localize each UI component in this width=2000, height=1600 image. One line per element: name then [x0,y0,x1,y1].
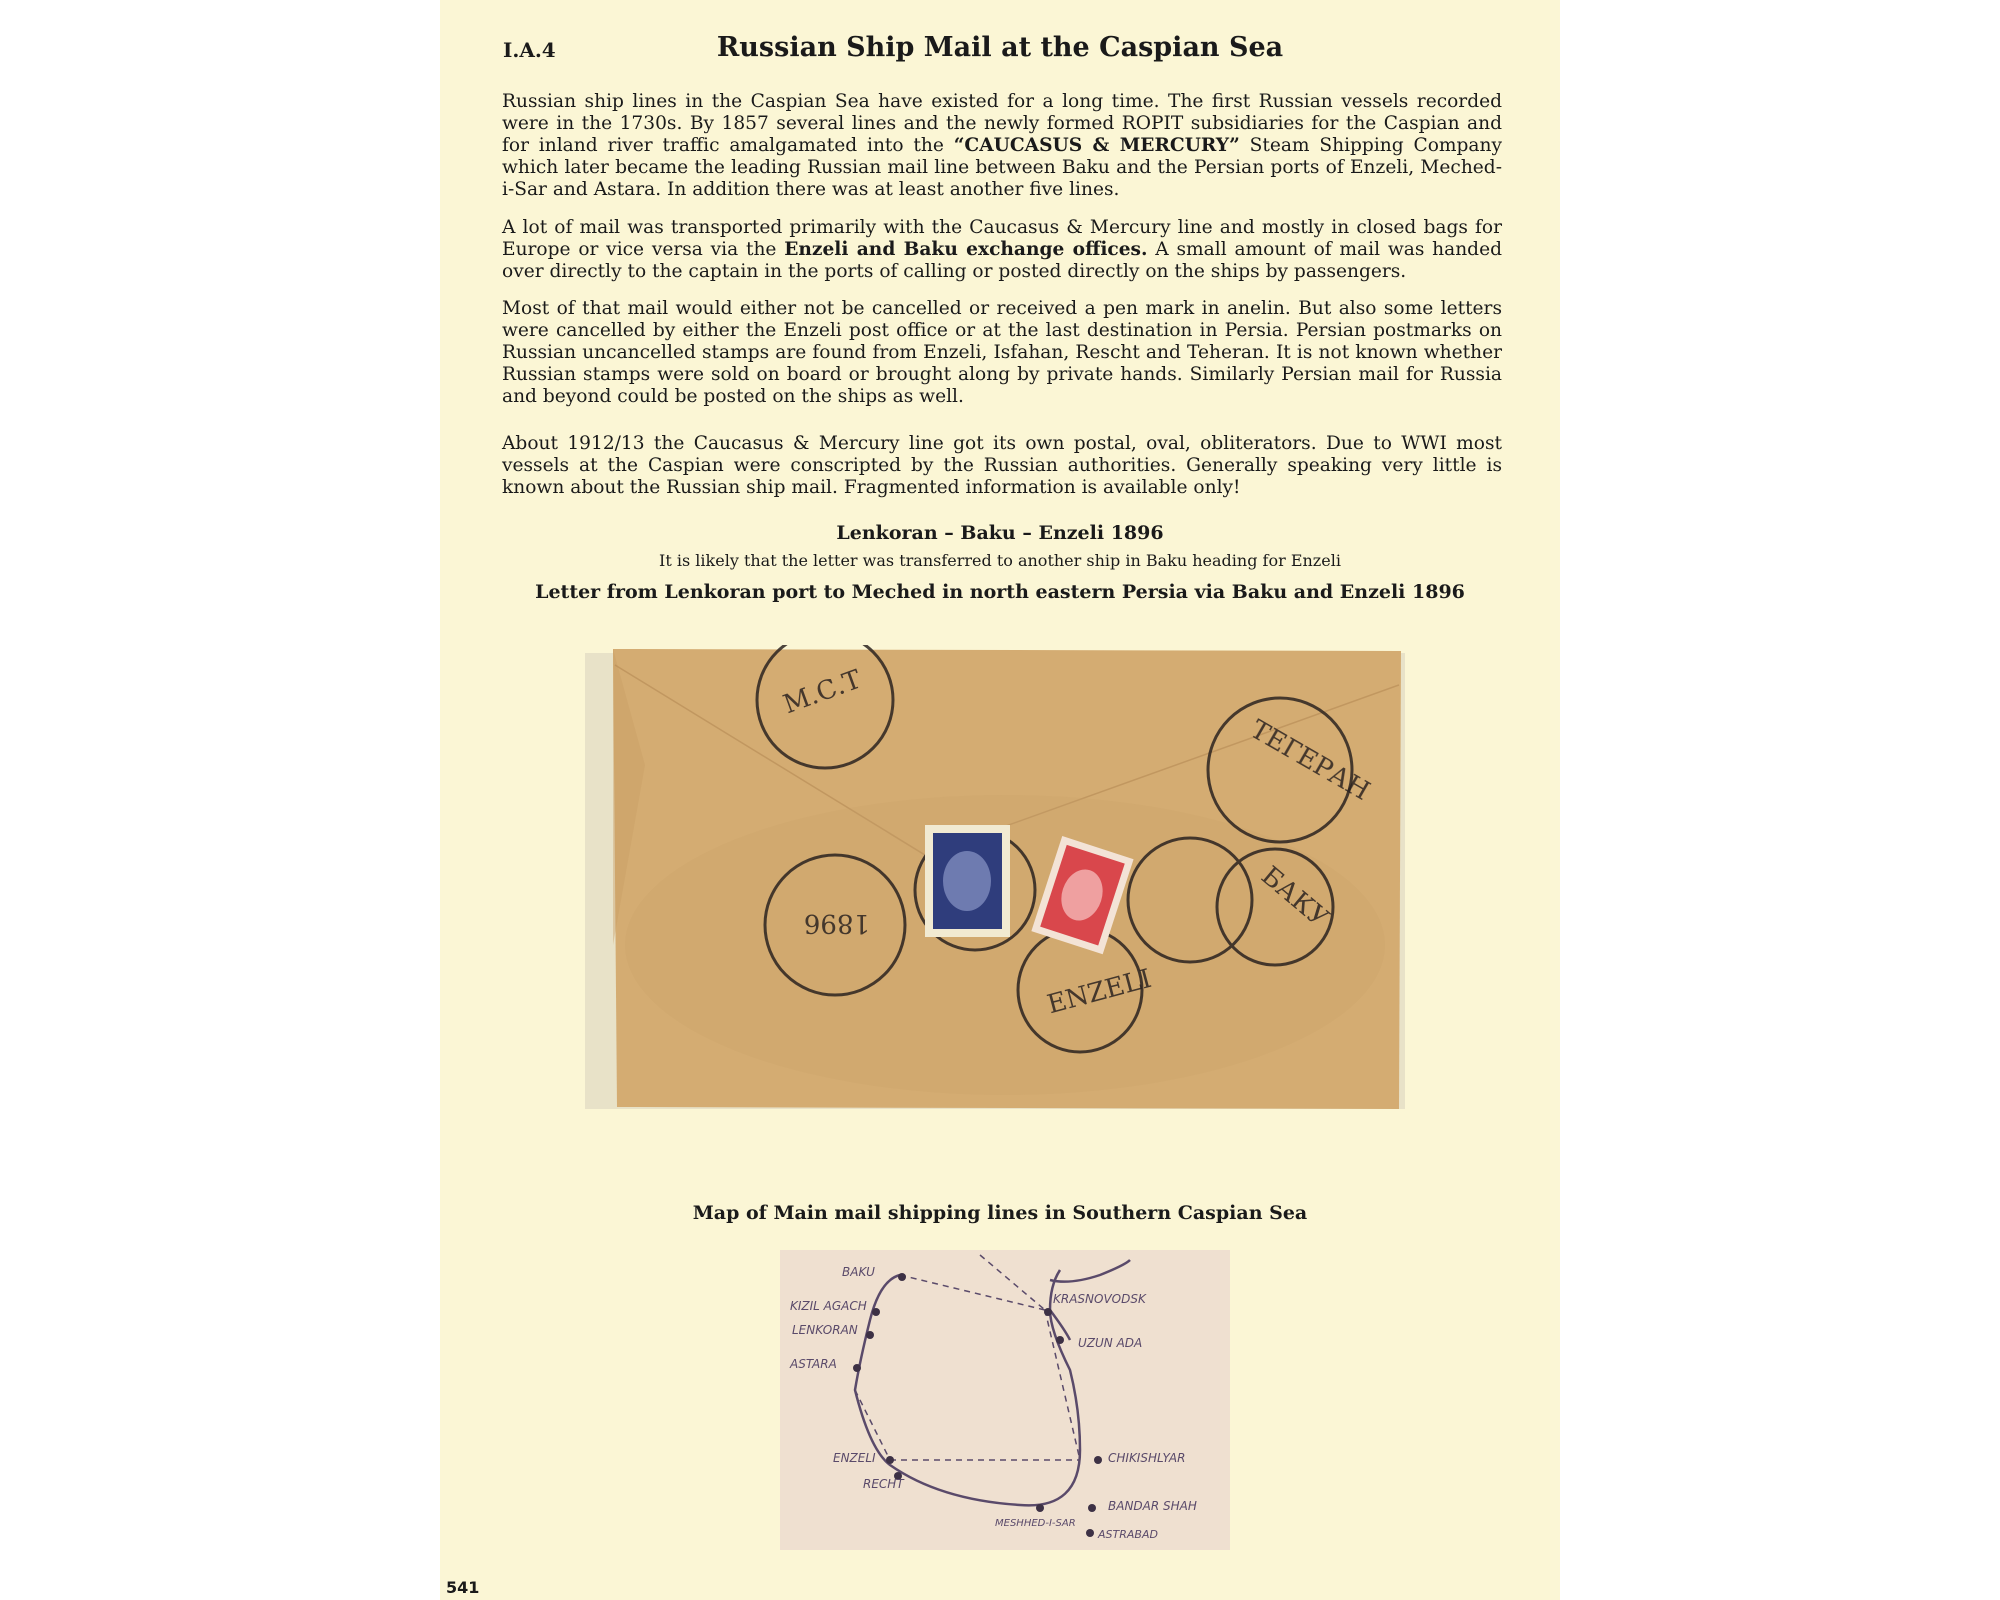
page-title: Russian Ship Mail at the Caspian Sea [716,32,1284,63]
map-label-meshhed-i-sar: MESHHED-I-SAR [995,1518,1076,1529]
map-label-kizil-agach: KIZIL AGACH [790,1299,867,1313]
paragraph-2: A lot of mail was transported primarily with the Caucasus & Mercury line and mostly in closed bags for Europe or vice versa via the Enzeli and Baku exchange offices. A small amount of mail was handed over directly to the captain in the ports of calling or posted directly on the ships by passengers. [502,217,1502,282]
map-label-astara: ASTARA [790,1357,837,1371]
album-page [440,0,1560,1600]
svg-text:ENZELI: ENZELI [1044,963,1155,1021]
cover-caption: Letter from Lenkoran port to Meched in north eastern Persia via Baku and Enzeli 1896 [535,581,1465,603]
map-label-bandar-shah: BANDAR SHAH [1108,1499,1197,1513]
paragraph-4: About 1912/13 the Caucasus & Mercury line got its own postal, oval, obliterators. Due to WWI most vessels at the Caspian were conscripted by the Russian authorities. Generally speaking very little is known about the Russian ship mail. Fragmented information is available only! [502,433,1502,498]
map-label-lenkoran: LENKORAN [792,1323,858,1337]
map-caption: Map of Main mail shipping lines in Southern Caspian Sea [692,1202,1308,1224]
svg-text:1896: 1896 [803,908,870,938]
map-label-baku: BAKU [842,1265,875,1279]
svg-text:БАКУ: БАКУ [1255,860,1335,934]
map-label-recht: RECHT [863,1477,904,1491]
map-label-astrabad: ASTRABAD [1098,1528,1158,1541]
page-reference: I.A.4 [503,38,556,62]
cover-route-heading: Lenkoran – Baku – Enzeli 1896 [836,522,1164,544]
svg-text:М.С.Т: М.С.Т [779,664,866,721]
page-number: 541 [446,1578,480,1597]
svg-text:ТЕГЕРАН: ТЕГЕРАН [1245,714,1375,807]
map-image [780,1250,1230,1550]
map-label-uzun-ada: UZUN ADA [1078,1336,1143,1350]
map-label-krasnovodsk: KRASNOVODSK [1053,1292,1146,1306]
map-label-enzeli: ENZELI [833,1451,876,1465]
cover-image [585,645,1405,1115]
cover-note: It is likely that the letter was transferred to another ship in Baku heading for Enzeli [659,551,1341,570]
paragraph-3: Most of that mail would either not be cancelled or received a pen mark in anelin. But also some letters were cancelled by either the Enzeli post office or at the last destination in Persia. Persian postmarks on Russian uncancelled stamps are found from Enzeli, Isfahan, Rescht and Teheran. It is not known whether Russian stamps were sold on board or brought along by private hands. Similarly Persian mail for Russia and beyond could be posted on the ships as well. [502,298,1502,407]
map-label-chikishlyar: CHIKISHLYAR [1108,1451,1186,1465]
paragraph-1: Russian ship lines in the Caspian Sea have existed for a long time. The first Russian vessels recorded were in the 1730s. By 1857 several lines and the newly formed ROPIT subsidiaries for the Caspian and for inland river traffic amalgamated into the “CAUCASUS & MERCURY” Steam Shipping Company which later became the leading Russian mail line between Baku and the Persian ports of Enzeli, Meched-i-Sar and Astara. In addition there was at least another five lines. [502,91,1502,200]
